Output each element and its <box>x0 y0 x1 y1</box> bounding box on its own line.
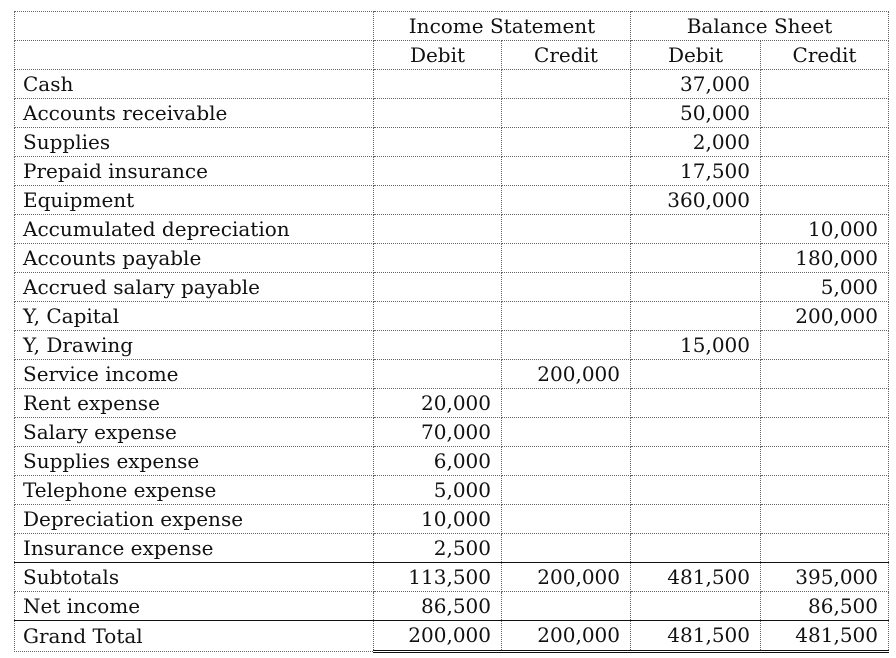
is-debit-value: 200,000 <box>374 621 502 652</box>
bs-credit-value <box>761 331 889 360</box>
is-credit-value <box>502 157 631 186</box>
is-credit-value <box>502 505 631 534</box>
account-name: Y, Drawing <box>15 331 374 360</box>
account-name: Equipment <box>15 186 374 215</box>
header-row-columns <box>15 41 889 70</box>
account-name: Supplies <box>15 128 374 157</box>
is-debit-header: Debit <box>374 41 502 70</box>
is-debit-value <box>374 273 502 302</box>
account-name: Depreciation expense <box>15 505 374 534</box>
is-debit-value <box>374 244 502 273</box>
is-credit-value <box>502 389 631 418</box>
account-name: Supplies expense <box>15 447 374 476</box>
bs-debit-value: 17,500 <box>631 157 761 186</box>
account-name: Y, Capital <box>15 302 374 331</box>
bs-debit-header: Debit <box>631 41 761 70</box>
bs-debit-value <box>631 389 761 418</box>
is-credit-value <box>502 418 631 447</box>
table-row <box>15 244 889 273</box>
bs-debit-value <box>631 360 761 389</box>
table-row <box>15 99 889 128</box>
bs-debit-value <box>631 244 761 273</box>
bs-debit-value: 360,000 <box>631 186 761 215</box>
bs-credit-value <box>761 186 889 215</box>
header-blank-cell <box>15 41 374 70</box>
table-row <box>15 70 889 99</box>
bs-credit-value <box>761 505 889 534</box>
bs-debit-value: 50,000 <box>631 99 761 128</box>
account-name: Accounts payable <box>15 244 374 273</box>
bs-credit-value <box>761 360 889 389</box>
is-credit-value <box>502 447 631 476</box>
table-row <box>15 302 889 331</box>
is-credit-value <box>502 99 631 128</box>
bs-credit-value: 180,000 <box>761 244 889 273</box>
account-name: Cash <box>15 70 374 99</box>
bs-credit-header: Credit <box>761 41 889 70</box>
bs-debit-value: 15,000 <box>631 331 761 360</box>
bs-credit-value: 200,000 <box>761 302 889 331</box>
account-name: Accrued salary payable <box>15 273 374 302</box>
is-debit-value: 113,500 <box>374 563 502 592</box>
bs-debit-value <box>631 505 761 534</box>
is-credit-value: 200,000 <box>502 621 631 652</box>
is-credit-value <box>502 273 631 302</box>
is-credit-header: Credit <box>502 41 631 70</box>
is-credit-value <box>502 70 631 99</box>
account-name: Grand Total <box>15 621 374 652</box>
account-name: Service income <box>15 360 374 389</box>
account-name: Accounts receivable <box>15 99 374 128</box>
bs-credit-value <box>761 447 889 476</box>
bs-credit-value <box>761 70 889 99</box>
bs-credit-value <box>761 157 889 186</box>
bs-credit-value: 10,000 <box>761 215 889 244</box>
is-debit-value <box>374 360 502 389</box>
account-name: Telephone expense <box>15 476 374 505</box>
table-row <box>15 360 889 389</box>
is-credit-value: 200,000 <box>502 563 631 592</box>
table-row <box>15 331 889 360</box>
bs-debit-value: 481,500 <box>631 563 761 592</box>
bs-credit-value <box>761 418 889 447</box>
header-blank-cell <box>15 12 374 41</box>
is-credit-value <box>502 128 631 157</box>
is-debit-value <box>374 331 502 360</box>
is-credit-value <box>502 592 631 621</box>
bs-credit-value: 395,000 <box>761 563 889 592</box>
table-row <box>15 418 889 447</box>
table-row <box>15 505 889 534</box>
account-name: Rent expense <box>15 389 374 418</box>
bs-credit-value <box>761 476 889 505</box>
is-credit-value: 200,000 <box>502 360 631 389</box>
is-debit-value <box>374 157 502 186</box>
bs-debit-value <box>631 215 761 244</box>
account-name: Salary expense <box>15 418 374 447</box>
is-credit-value <box>502 302 631 331</box>
is-debit-value <box>374 186 502 215</box>
grand-total-row <box>15 621 889 652</box>
header-row-groups <box>15 12 889 41</box>
bs-debit-value <box>631 592 761 621</box>
is-debit-value <box>374 215 502 244</box>
bs-debit-value: 481,500 <box>631 621 761 652</box>
table-row <box>15 534 889 563</box>
bs-debit-value <box>631 273 761 302</box>
bs-credit-value: 481,500 <box>761 621 889 652</box>
account-name: Accumulated depreciation <box>15 215 374 244</box>
net-income-row <box>15 592 889 621</box>
balance-sheet-header: Balance Sheet <box>631 12 889 41</box>
table-row <box>15 186 889 215</box>
bs-credit-value: 86,500 <box>761 592 889 621</box>
is-debit-value: 2,500 <box>374 534 502 563</box>
bs-debit-value <box>631 476 761 505</box>
is-credit-value <box>502 331 631 360</box>
is-credit-value <box>502 244 631 273</box>
bs-credit-value: 5,000 <box>761 273 889 302</box>
bs-debit-value <box>631 447 761 476</box>
is-debit-value: 5,000 <box>374 476 502 505</box>
table-row <box>15 215 889 244</box>
bs-debit-value <box>631 418 761 447</box>
is-credit-value <box>502 534 631 563</box>
bs-debit-value: 37,000 <box>631 70 761 99</box>
is-debit-value: 6,000 <box>374 447 502 476</box>
is-debit-value: 20,000 <box>374 389 502 418</box>
table-row <box>15 157 889 186</box>
table-row <box>15 476 889 505</box>
table-row <box>15 128 889 157</box>
table-row <box>15 273 889 302</box>
is-credit-value <box>502 215 631 244</box>
is-credit-value <box>502 186 631 215</box>
worksheet-table <box>14 11 889 653</box>
is-debit-value: 70,000 <box>374 418 502 447</box>
is-debit-value <box>374 70 502 99</box>
subtotals-row <box>15 563 889 592</box>
table-row <box>15 389 889 418</box>
is-debit-value <box>374 302 502 331</box>
income-statement-header: Income Statement <box>374 12 631 41</box>
is-debit-value <box>374 128 502 157</box>
bs-debit-value: 2,000 <box>631 128 761 157</box>
account-name: Net income <box>15 592 374 621</box>
account-name: Subtotals <box>15 563 374 592</box>
bs-debit-value <box>631 534 761 563</box>
is-credit-value <box>502 476 631 505</box>
is-debit-value: 86,500 <box>374 592 502 621</box>
bs-debit-value <box>631 302 761 331</box>
bs-credit-value <box>761 99 889 128</box>
is-debit-value <box>374 99 502 128</box>
is-debit-value: 10,000 <box>374 505 502 534</box>
account-name: Insurance expense <box>15 534 374 563</box>
bs-credit-value <box>761 389 889 418</box>
bs-credit-value <box>761 128 889 157</box>
account-name: Prepaid insurance <box>15 157 374 186</box>
table-row <box>15 447 889 476</box>
bs-credit-value <box>761 534 889 563</box>
